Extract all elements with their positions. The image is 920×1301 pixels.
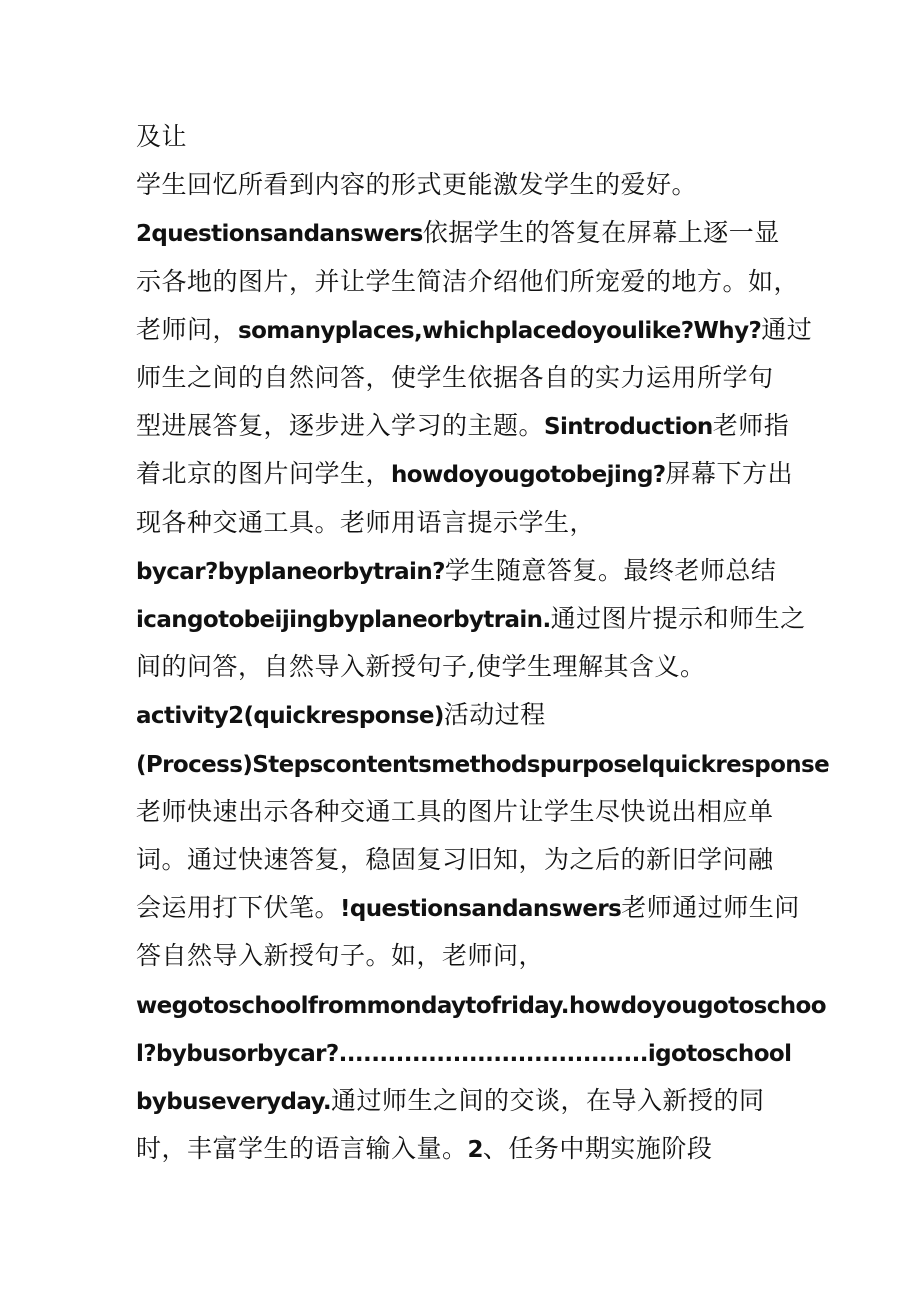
bold-latin-run: somanyplaces,whichplacedoyoulike?Why? xyxy=(238,318,762,344)
chinese-text-run: 通过图片提示和师生之 xyxy=(550,604,806,633)
chinese-text-run: 示各地的图片，并让学生简洁介绍他们所宠爱的地方。如， xyxy=(136,267,800,296)
chinese-text-run: 词。通过快速答复，稳固复习旧知，为之后的新旧学问融 xyxy=(136,845,774,874)
text-line xyxy=(136,795,774,829)
text-line xyxy=(136,313,812,348)
text-line xyxy=(136,843,774,877)
bold-latin-run: !questionsandanswers xyxy=(340,896,622,922)
bold-latin-run: 2 xyxy=(467,1137,483,1163)
text-line xyxy=(136,409,789,444)
text-line xyxy=(136,1084,765,1119)
chinese-text-run: 答自然导入新授句子。如，老师问， xyxy=(136,941,545,970)
chinese-text-run: 型进展答复，逐步进入学习的主题。 xyxy=(136,411,545,440)
text-line xyxy=(136,891,800,926)
bold-latin-run: (Process)Stepscontentsmethodspurposelquickresponse xyxy=(136,752,830,778)
text-line xyxy=(136,168,697,202)
bold-latin-run: l?bybusorbycar?......................................igotoschool xyxy=(136,1041,792,1067)
text-line xyxy=(136,988,826,1023)
chinese-text-run: 、任务中期实施阶段 xyxy=(482,1134,713,1163)
bold-latin-run: wegotoschoolfrommondaytofriday.howdoyougotoschoo xyxy=(136,993,826,1019)
text-line xyxy=(136,216,780,251)
text-line xyxy=(136,120,187,154)
chinese-text-run: 学生随意答复。最终老师总结 xyxy=(444,556,777,585)
text-line xyxy=(136,265,799,299)
text-line xyxy=(136,650,705,684)
chinese-text-run: 活动过程 xyxy=(443,700,546,729)
text-line xyxy=(136,1132,712,1167)
chinese-text-run: 依据学生的答复在屏幕上逐一显 xyxy=(422,218,780,247)
text-line xyxy=(136,554,776,589)
text-line xyxy=(136,506,595,540)
chinese-text-run: 屏幕下方出 xyxy=(665,459,794,488)
text-line xyxy=(136,457,793,492)
bold-latin-run: 2questionsandanswers xyxy=(136,221,423,247)
text-line xyxy=(136,602,806,637)
chinese-text-run: 现各种交通工具。老师用语言提示学生， xyxy=(136,508,596,537)
bold-latin-run: activity2(quickresponse) xyxy=(136,703,444,729)
bold-latin-run: icangotobeijingbyplaneorbytrain. xyxy=(136,607,551,633)
chinese-text-run: 老师问， xyxy=(136,315,239,344)
chinese-text-run: 着北京的图片问学生， xyxy=(136,459,392,488)
chinese-text-run: 间的问答，自然导入新授句子,使学生理解其含义。 xyxy=(136,652,706,681)
chinese-text-run: 老师快速出示各种交通工具的图片让学生尽快说出相应单 xyxy=(136,797,774,826)
text-line xyxy=(136,939,544,973)
chinese-text-run: 师生之间的自然问答，使学生依据各自的实力运用所学句 xyxy=(136,363,774,392)
chinese-text-run: 通过师生之间的交谈，在导入新授的同 xyxy=(331,1086,765,1115)
chinese-text-run: 会运用打下伏笔。 xyxy=(136,893,341,922)
bold-latin-run: bycar?byplaneorbytrain? xyxy=(136,559,445,585)
text-line xyxy=(136,361,774,395)
chinese-text-run: 通过 xyxy=(761,315,813,344)
text-line xyxy=(136,698,546,733)
chinese-text-run: 老师通过师生问 xyxy=(621,893,800,922)
bold-latin-run: howdoyougotobejing? xyxy=(391,462,666,488)
bold-latin-run: bybuseveryday. xyxy=(136,1089,332,1115)
chinese-text-run: 老师指 xyxy=(712,411,790,440)
chinese-text-run: 及让 xyxy=(136,122,188,151)
chinese-text-run: 学生回忆所看到内容的形式更能激发学生的爱好。 xyxy=(136,170,698,199)
chinese-text-run: 时，丰富学生的语言输入量。 xyxy=(136,1134,468,1163)
text-line xyxy=(136,747,829,782)
bold-latin-run: Sintroduction xyxy=(544,414,713,440)
text-line xyxy=(136,1036,791,1071)
